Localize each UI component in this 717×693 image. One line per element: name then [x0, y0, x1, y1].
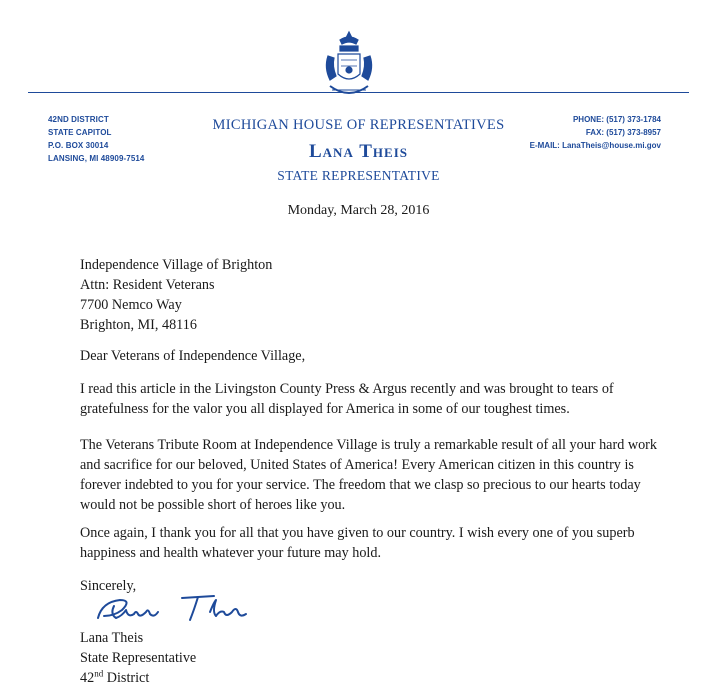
phone-line: PHONE: (517) 373-1784 [572, 115, 661, 124]
paragraph-2: The Veterans Tribute Room at Independence Village is truly a remarkable result of all your hard work and sacrifice for our beloved, United States of America! Every American citizen in this country is forever indebted to you for your service. The freedom that we clasp so precious to our hearts today would not be possible short of heroes like you. [80, 437, 657, 513]
greeting: Dear Veterans of Independence Village, [80, 348, 306, 364]
paragraph-1: I read this article in the Livingston County Press & Argus recently and was brought to tears of gratefulness for the valor you all displayed for America in some of our toughest times. [80, 381, 614, 417]
signer-district [80, 668, 668, 688]
representative-name: Lana Theis [309, 141, 408, 162]
district-suffix: nd [94, 668, 104, 679]
letter-date: Monday, March 28, 2016 [287, 203, 430, 218]
signer-title: State Representative [80, 650, 197, 666]
closing: Sincerely, [80, 578, 137, 594]
po-box-line: P.O. BOX 30014 [48, 141, 109, 150]
address-line: Attn: Resident Veterans [80, 277, 215, 293]
district-word: District [106, 670, 150, 686]
city-line: LANSING, MI 48909-7514 [48, 154, 145, 163]
address-line: Brighton, MI, 48116 [80, 317, 197, 333]
district-number: 42 [80, 670, 95, 686]
address-line: Independence Village of Brighton [80, 257, 273, 273]
recipient-address [80, 255, 668, 335]
fax-line: FAX: (517) 373-8957 [585, 128, 661, 137]
signature-block [80, 628, 668, 688]
district-line: 42ND DISTRICT [48, 115, 109, 124]
representative-title: STATE REPRESENTATIVE [277, 168, 440, 183]
letterhead-rule [28, 92, 689, 93]
signer-name: Lana Theis [80, 630, 144, 646]
capitol-line: STATE CAPITOL [48, 128, 112, 137]
paragraph-3: Once again, I thank you for all that you have given to our country. I wish every one of you superb happiness and health whatever your future may hold. [80, 525, 635, 561]
address-line: 7700 Nemco Way [80, 297, 182, 313]
handwritten-signature [92, 592, 268, 624]
house-name: MICHIGAN HOUSE OF REPRESENTATIVES [212, 117, 505, 133]
contact-block [530, 113, 661, 152]
email-line: E-MAIL: LanaTheis@house.mi.gov [529, 141, 661, 150]
